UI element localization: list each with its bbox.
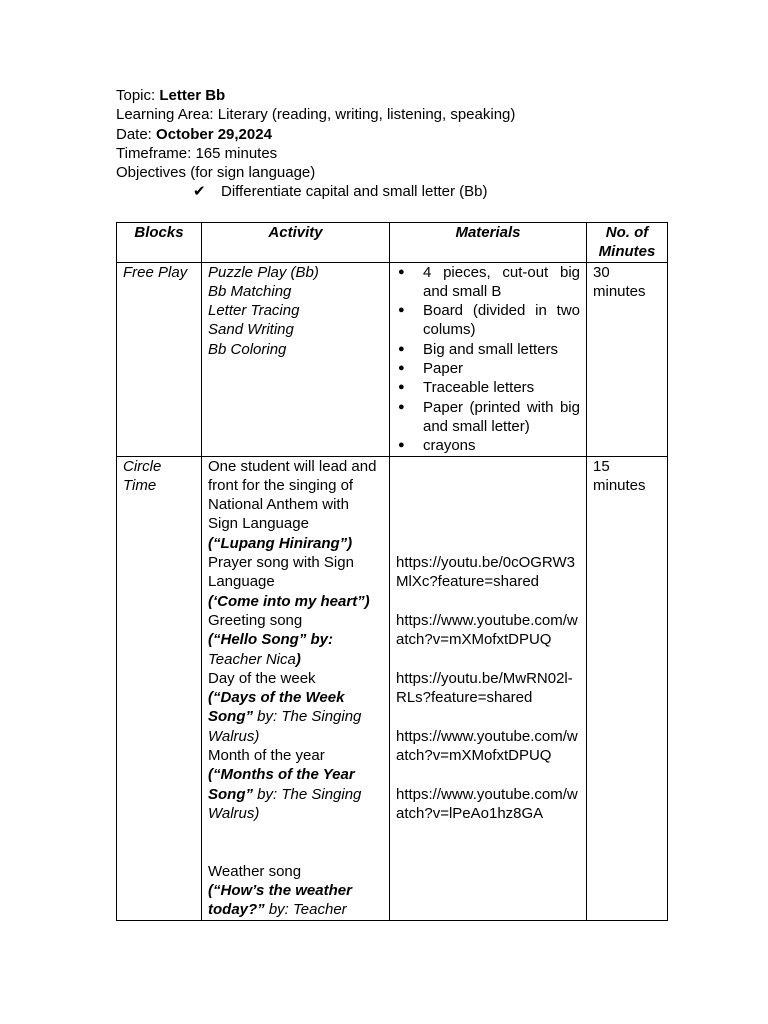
weather-author: by: Teacher: [264, 901, 347, 919]
header-activity: Activity: [202, 223, 390, 263]
topic-line: [116, 86, 676, 105]
learning-area-line: Learning Area: Literary (reading, writing, listening, speaking): [116, 106, 516, 124]
month-label: Month of the year: [208, 747, 325, 765]
block-circle-time: Circle Time: [117, 456, 202, 920]
activity-cell: [202, 262, 390, 456]
activity-item: Puzzle Play (Bb): [208, 263, 319, 281]
day-song: [208, 688, 383, 746]
activity-cell: [202, 456, 390, 920]
objective-text: Differentiate capital and small letter (Bb): [221, 183, 488, 201]
lesson-header: [116, 86, 676, 202]
prayer-label: Prayer song with Sign Language: [208, 554, 354, 591]
month-author: by: The Singing Walrus): [208, 785, 362, 822]
youtube-link[interactable]: https://www.youtube.com/watch?v=mXMofxtDPUQ: [396, 727, 578, 765]
youtube-link[interactable]: https://youtu.be/0cOGRW3MlXc?feature=shared: [396, 554, 575, 591]
greeting-author: Teacher Nica: [208, 650, 296, 668]
list-item: ● Paper (printed with big and small letter): [396, 398, 580, 437]
youtube-link[interactable]: https://www.youtube.com/watch?v=lPeAo1hz8GA: [396, 785, 578, 822]
month-song: [208, 765, 383, 823]
list-item: ● Board (divided in two colums): [396, 301, 580, 340]
materials-cell: [390, 262, 587, 456]
block-free-play: Free Play: [117, 262, 202, 456]
greeting-song: [208, 630, 383, 669]
header-materials: Materials: [390, 223, 587, 263]
header-minutes: No. of Minutes: [587, 223, 668, 263]
day-title: (“Days of the Week Song”: [208, 689, 345, 726]
spacer: [208, 823, 383, 842]
table-row: [117, 262, 668, 456]
weather-title: (“How’s the weather today?”: [208, 882, 352, 919]
month-title: (“Months of the Year Song”: [208, 766, 355, 803]
date-value: October 29,2024: [156, 125, 272, 143]
list-item: ● Paper: [396, 359, 580, 378]
anthem-title: (“Lupang Hinirang”): [208, 534, 353, 552]
list-item: ● crayons: [396, 436, 580, 455]
checkmark-icon: ✔: [193, 183, 206, 201]
objectives-line: Objectives (for sign language): [116, 164, 316, 182]
activity-item: Sand Writing: [208, 321, 294, 339]
lesson-table: [116, 222, 668, 921]
topic-label: Topic:: [116, 87, 160, 104]
minutes-cell: 15 minutes: [587, 456, 668, 920]
timeframe-line: Timeframe: 165 minutes: [116, 144, 278, 162]
table-header-row: [117, 223, 668, 263]
greeting-close: ): [295, 650, 301, 668]
activity-item: Bb Coloring: [208, 340, 287, 358]
weather-label: Weather song: [208, 862, 302, 880]
activity-item: Bb Matching: [208, 282, 292, 300]
header-blocks: Blocks: [117, 223, 202, 263]
greeting-title: (“Hello Song” by:: [208, 631, 333, 649]
materials-list: [396, 263, 580, 456]
day-author: by: The Singing Walrus): [208, 708, 362, 745]
greeting-label: Greeting song: [208, 611, 303, 629]
day-label: Day of the week: [208, 669, 316, 687]
table-row: [117, 456, 668, 920]
date-label: Date:: [116, 125, 157, 143]
date-line: [116, 125, 676, 144]
materials-cell: [390, 456, 587, 920]
weather-song: [208, 881, 383, 920]
spacer: [208, 843, 383, 862]
minutes-cell: 30 minutes: [587, 262, 668, 456]
youtube-link[interactable]: https://youtu.be/MwRN02l-RLs?feature=shared: [396, 669, 573, 707]
list-item: ● Traceable letters: [396, 378, 580, 397]
activity-intro: One student will lead and front for the singing of National Anthem with Sign Language: [208, 457, 377, 533]
activity-item: Letter Tracing: [208, 302, 300, 320]
prayer-title: (‘Come into my heart”): [208, 592, 370, 610]
objective-item: [116, 182, 676, 201]
topic-value: Letter Bb: [159, 87, 226, 104]
list-item: ● 4 pieces, cut-out big and small B: [396, 263, 580, 302]
youtube-link[interactable]: https://www.youtube.com/watch?v=mXMofxtDPUQ: [396, 611, 578, 649]
list-item: ● Big and small letters: [396, 340, 580, 359]
